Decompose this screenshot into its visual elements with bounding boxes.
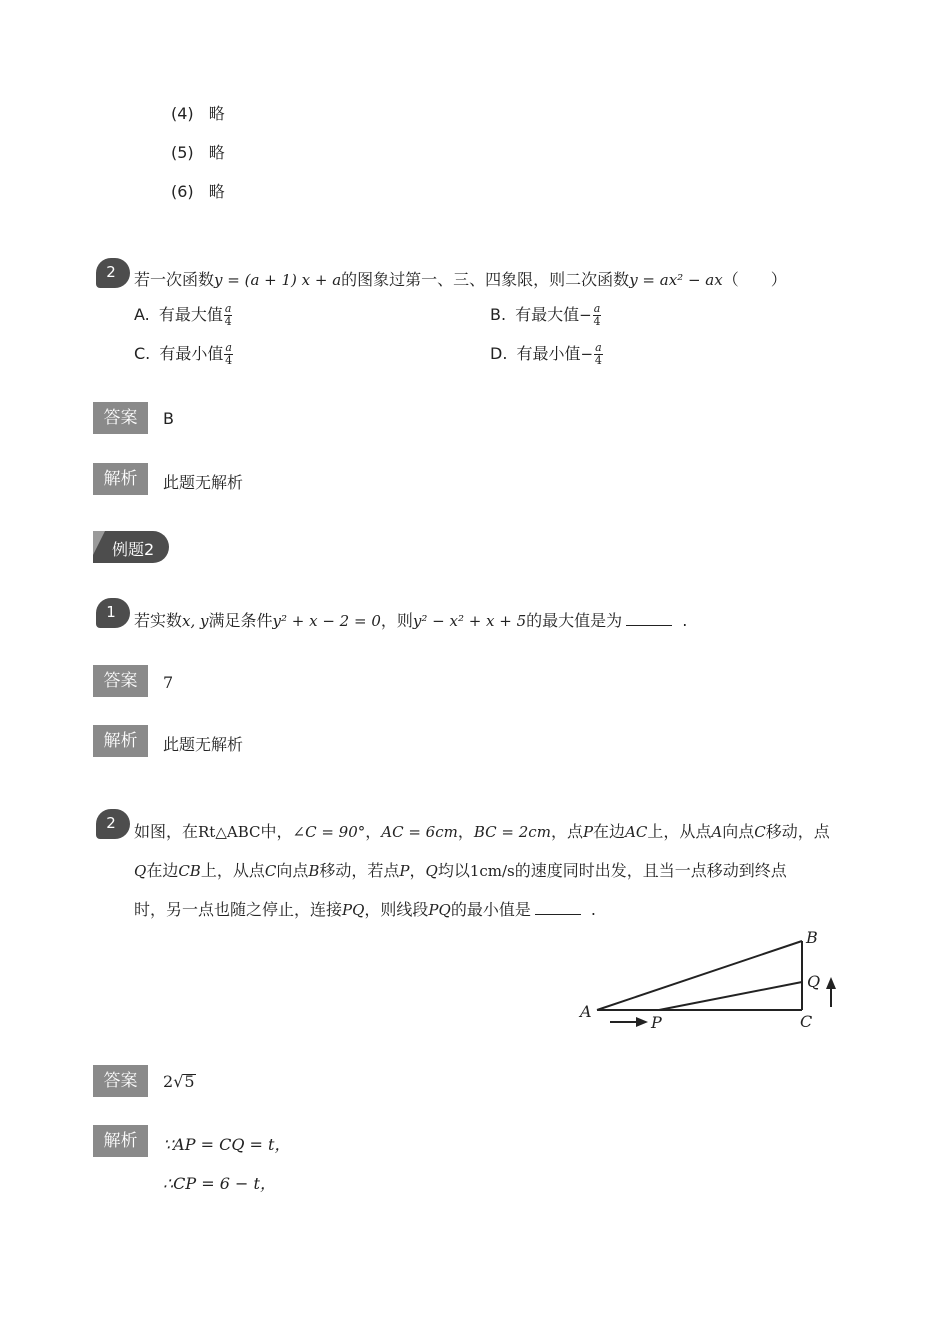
analysis-line-1: ∵AP = CQ = t，	[163, 1135, 291, 1154]
sub-item-number: (6)	[171, 182, 194, 201]
math-expression: x, y	[182, 612, 209, 630]
side-ab	[597, 941, 802, 1010]
option-b[interactable]	[490, 302, 602, 328]
answer-value: B	[163, 409, 174, 428]
label-q: Q	[807, 972, 821, 991]
question-number-badge: 2	[96, 809, 130, 839]
sub-item-6	[171, 179, 225, 202]
option-text: 有最小值	[516, 344, 581, 363]
example-title: 例题2	[112, 540, 155, 559]
math-expression: y = ax² − ax	[629, 271, 723, 289]
question-stem	[134, 267, 787, 290]
option-label: C.	[134, 344, 151, 363]
triangle-figure	[570, 925, 850, 1035]
sub-item-text: 略	[208, 143, 225, 162]
option-d[interactable]	[490, 341, 604, 367]
option-sign: −	[579, 306, 592, 324]
answer-blank[interactable]	[535, 900, 581, 915]
analysis-text: 此题无解析	[163, 473, 244, 492]
fraction: $\frac{a}{4}$	[224, 302, 232, 328]
stem-text: ，则	[380, 611, 413, 630]
math-expression: y² − x² + x + 5	[412, 612, 527, 630]
question-number-badge: 2	[96, 258, 130, 288]
answer-value: 7	[163, 673, 174, 692]
option-c[interactable]	[134, 341, 234, 367]
arrow-p-head	[636, 1017, 648, 1027]
option-text: 有最小值	[159, 344, 224, 363]
question-stem-line-2: Q在边CB上，从点C向点B移动，若点P，Q均以1cm/s的速度同时出发，且当一点移动到终点	[134, 861, 787, 880]
stem-text: 的图象过第一、三、四象限，则二次函数	[341, 270, 630, 289]
analysis-text: 此题无解析	[163, 735, 244, 754]
math-expression: y = (a + 1) x + a	[214, 271, 342, 289]
stem-text: 若一次函数	[134, 270, 215, 289]
analysis-tag: 解析	[93, 725, 148, 757]
answer-tag: 答案	[93, 402, 148, 434]
option-text: 有最大值	[515, 305, 580, 324]
analysis-tag: 解析	[93, 1125, 148, 1157]
math-expression: y² + x − 2 = 0	[272, 612, 381, 630]
option-text: 有最大值	[158, 305, 223, 324]
segment-pq	[659, 982, 802, 1010]
label-c: C	[800, 1012, 813, 1031]
label-p: P	[651, 1013, 662, 1032]
fraction: $\frac{a}{4}$	[225, 341, 233, 367]
answer-parentheses: （ ）	[722, 270, 787, 289]
sub-item-5	[171, 140, 225, 163]
question-stem-line-3: 时，另一点也随之停止，连接PQ，则线段PQ的最小值是 .	[134, 900, 596, 919]
option-a[interactable]	[134, 302, 233, 328]
arrow-q-head	[826, 977, 836, 989]
option-label: A.	[134, 305, 150, 324]
sub-item-text: 略	[208, 182, 225, 201]
label-b: B	[806, 928, 818, 947]
option-label: D.	[490, 344, 508, 363]
answer-tag: 答案	[93, 1065, 148, 1097]
analysis-line-2: ∴CP = 6 − t，	[163, 1174, 276, 1193]
analysis-tag: 解析	[93, 463, 148, 495]
option-label: B.	[490, 305, 507, 324]
sub-item-number: (4)	[171, 104, 194, 123]
label-a: A	[580, 1002, 592, 1021]
sub-item-number: (5)	[171, 143, 194, 162]
stem-text: .	[682, 611, 688, 630]
stem-text: 满足条件	[208, 611, 273, 630]
answer-tag: 答案	[93, 665, 148, 697]
question-stem	[134, 608, 687, 631]
question-number-badge: 1	[96, 598, 130, 628]
fraction: $\frac{a}{4}$	[594, 341, 602, 367]
stem-text: 的最大值是为	[526, 611, 623, 630]
answer-value: 2√5	[163, 1072, 195, 1091]
stem-text: 若实数	[134, 611, 183, 630]
option-sign: −	[580, 345, 594, 363]
question-stem-line-1: 如图，在Rt△ABC中，∠C = 90°，AC = 6cm，BC = 2cm，点P在边AC上，从点A向点C移动，点	[134, 822, 830, 841]
answer-blank[interactable]	[626, 611, 672, 626]
sub-item-4	[171, 101, 225, 124]
sub-item-text: 略	[208, 104, 225, 123]
fraction: $\frac{a}{4}$	[593, 302, 601, 328]
